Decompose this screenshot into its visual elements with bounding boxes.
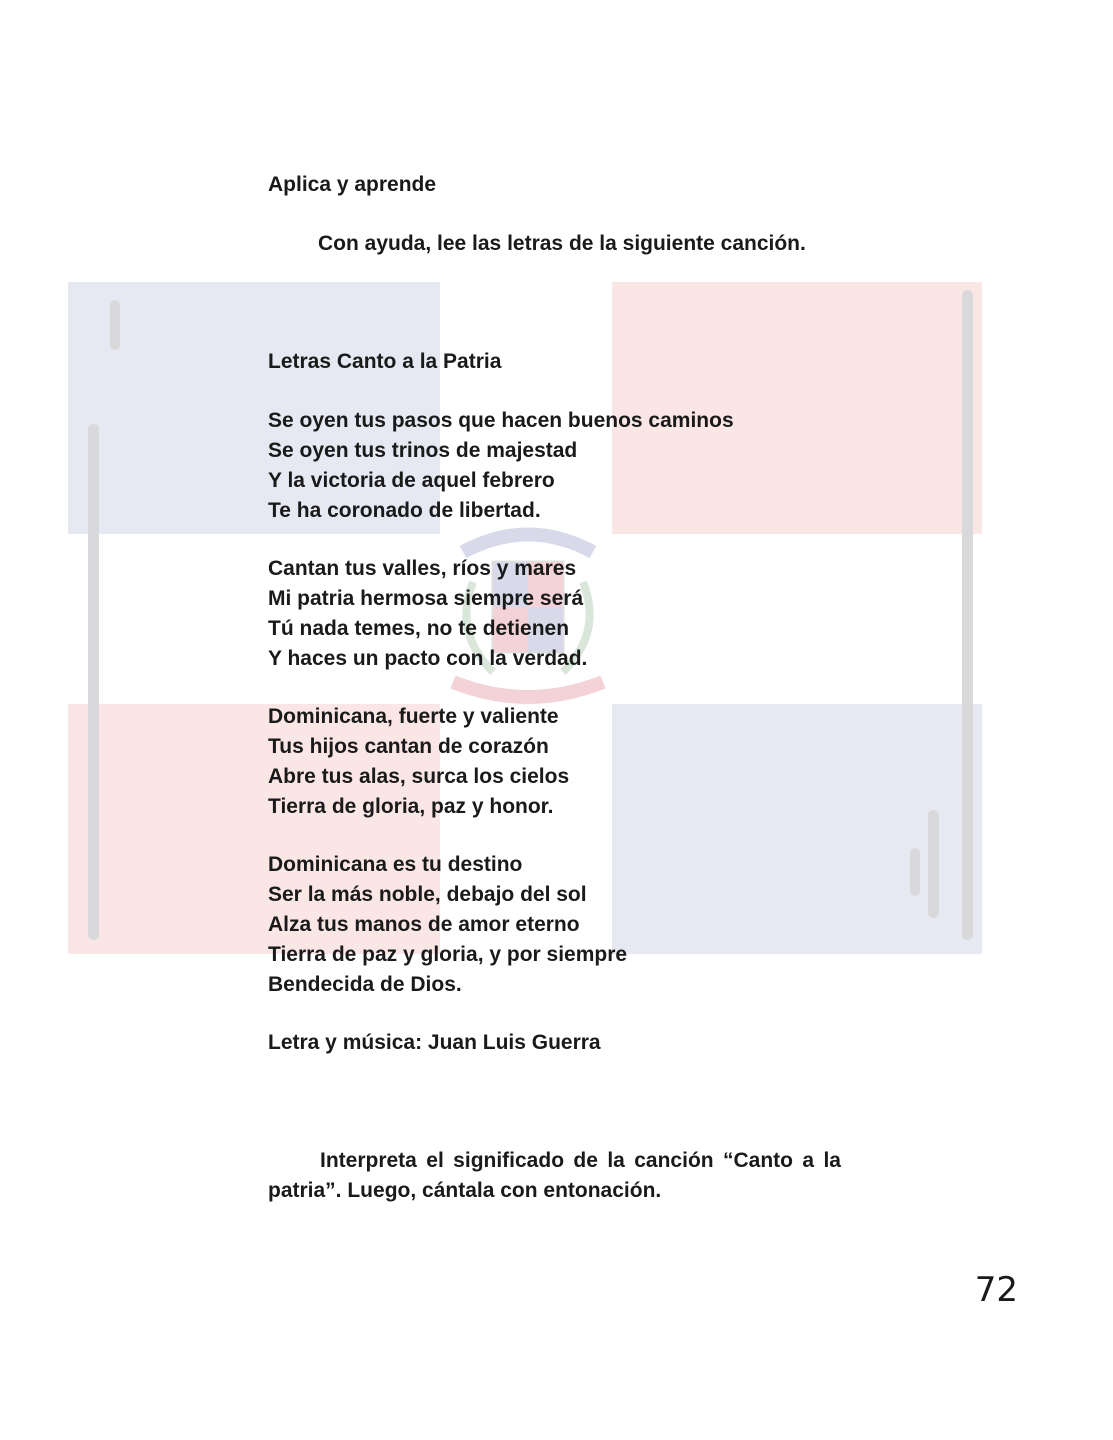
song-title: Letras Canto a la Patria [268,350,502,373]
song-credits: Letra y música: Juan Luis Guerra [268,1031,601,1054]
decorative-bar [928,810,939,918]
song-stanza: Dominicana es tu destino Ser la más noble, debajo del sol Alza tus manos de amor eterno Tierra de paz y gloria, y por siempre Bendecida de Dios. [268,853,628,996]
decorative-bar [88,424,99,940]
song-stanza: Dominicana, fuerte y valiente Tus hijos cantan de corazón Abre tus alas, surca los cielos Tierra de gloria, paz y honor. [268,705,570,818]
page-number: 72 [974,1270,1018,1310]
decorative-bar [910,848,920,896]
song-stanza: Cantan tus valles, ríos y mares Mi patria hermosa siempre será Tú nada temes, no te detienen Y haces un pacto con la verdad. [268,557,588,670]
section-heading: Aplica y aprende [268,173,437,196]
closing-instruction: Interpreta el significado de la canción “Canto a la patria”. Luego, cántala con entonación. [268,1149,841,1202]
song-stanza: Se oyen tus pasos que hacen buenos caminos Se oyen tus trinos de majestad Y la victoria de aquel febrero Te ha coronado de libertad. [268,409,734,522]
flag-blue-quadrant-bottom-right [612,704,982,954]
reading-instruction: Con ayuda, lee las letras de la siguiente canción. [318,232,806,255]
decorative-bar [962,290,973,940]
decorative-bar [110,300,120,350]
